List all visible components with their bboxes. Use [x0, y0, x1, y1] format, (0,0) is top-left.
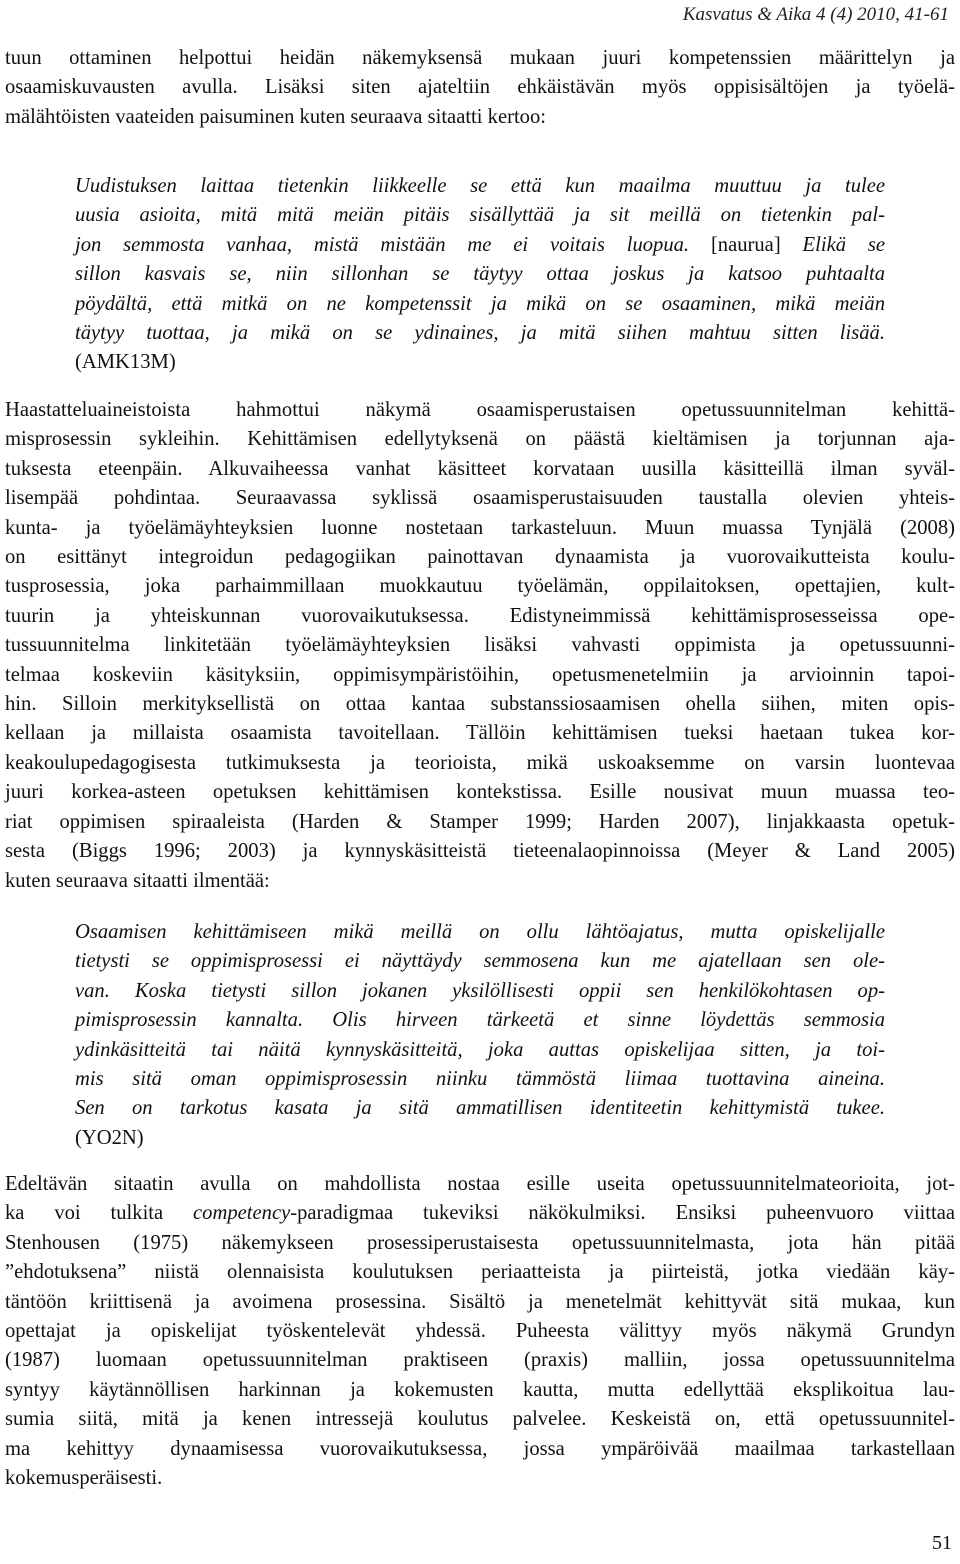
- page-number: 51: [932, 1532, 952, 1554]
- text-line: tusprosessia, joka parhaimmillaan muokkautuu työelämän, oppilaitoksen, opettajien, kult-: [5, 575, 955, 598]
- text-line: kokemusperäisesti.: [5, 1467, 163, 1490]
- quote-line: Osaamisen kehittämiseen mikä meillä on ollu lähtöajatus, mutta opiskelijalle: [75, 921, 885, 943]
- quote-line-mixed: [75, 231, 885, 260]
- text-line: lisempää pohdintaa. Seuraavassa syklissä osaamisperustaisuuden taustalla olevien yhteis-: [5, 487, 955, 510]
- quote-line: uusia asioita, mitä mitä meiän pitäis sisällyttää ja sit meillä on tietenkin pal-: [75, 204, 885, 227]
- body-paragraph: [5, 396, 955, 896]
- text-line: syntyy käytännöllisen harkinnan ja kokemusten kautta, mutta edellyttää eksplikoitua lau-: [5, 1378, 955, 1401]
- text-line: ma kehittyy dynaamisessa vuorovaikutuksessa, jossa ympäröivää maailmaa tarkastellaan: [5, 1437, 955, 1460]
- text-line: tuurin ja yhteiskunnan vuorovaikutuksessa. Edistyneimmissä kehittämisprosesseissa ope-: [5, 604, 955, 627]
- text-line: opettajat ja opiskelijat työskentelevät yhdessä. Puheesta välittyy myös näkymä Grundyn: [5, 1320, 955, 1343]
- block-quote-1: [75, 172, 885, 378]
- quote-fragment: jon semmosta vanhaa, mistä mistään me ei voitais luopua.: [75, 233, 690, 256]
- journal-header: Kasvatus & Aika 4 (4) 2010, 41-61: [682, 4, 949, 25]
- text-line: mälähtöisten vaateiden paisuminen kuten seuraava sitaatti kertoo:: [5, 105, 546, 128]
- text-line: osaamiskuvausten avulla. Lisäksi siten ajateltiin ehkäistävän myös oppisisältöjen ja työelä-: [5, 76, 955, 99]
- text-line: Stenhousen (1975) näkemykseen prosessiperustaisesta opetussuunnitelmasta, jota hän pitää: [5, 1231, 955, 1254]
- text-line: [5, 1199, 955, 1228]
- quote-line: ydinkäsitteitä tai näitä kynnyskäsitteitä, joka auttas opiskelijaa sitten, ja toi-: [75, 1038, 885, 1061]
- quote-line: sillon kasvais se, niin sillonhan se täytyy ottaa joskus ja katsoo puhtaalta: [75, 263, 885, 286]
- quote-interjection: [naurua]: [710, 233, 781, 256]
- text-line: Haastatteluaineistoista hahmottui näkymä osaamisperustaisen opetussuunnitelman kehittä-: [5, 399, 955, 421]
- text-line: hin. Silloin merkityksellistä on ottaa kantaa substanssiosaamisen ohella siihen, miten opis-: [5, 693, 955, 716]
- final-paragraph: [5, 1170, 955, 1493]
- text-line: Edeltävän sitaatin avulla on mahdollista nostaa esille useita opetussuunnitelmateorioita, jot-: [5, 1173, 955, 1195]
- quote-line: pimisprosessin kannalta. Olis hirveen tärkeetä et sinne löydettäs semmosia: [75, 1009, 885, 1032]
- block-quote-2: [75, 918, 885, 1153]
- text-line: sesta (Biggs 1996; 2003) ja kynnyskäsitteistä tieteenalaopinnoissa (Meyer & Land 2005): [5, 840, 955, 863]
- text-line: tuun ottaminen helpottui heidän näkemyksensä mukaan juuri kompetenssien määrittelyn ja: [5, 47, 955, 69]
- term-competency: competency: [193, 1202, 291, 1225]
- text-line: ”ehdotuksena” niistä olennaisista koulutuksen periaatteista ja piirteistä, jotka viedään käy-: [5, 1261, 955, 1284]
- text-line: kuten seuraava sitaatti ilmentää:: [5, 869, 270, 892]
- text-line: täntöön kriittisenä ja avoimena prosessina. Sisältö ja menetelmät kehittyvät sitä mukaa, kun: [5, 1290, 955, 1313]
- text-line: tuksesta eteenpäin. Alkuvaiheessa vanhat käsitteet korvataan uusilla käsitteillä ilman syväl-: [5, 457, 955, 480]
- quote-line: täytyy tuottaa, ja mikä on se ydinaines, ja mitä siihen mahtuu sitten lisää.: [75, 322, 885, 345]
- text-line: keakoulupedagogisesta tutkimuksesta ja teorioista, mikä uskoaksemme on varsin luontevaa: [5, 751, 955, 774]
- text-line: (1987) luomaan opetussuunnitelman praktiseen (praxis) malliin, jossa opetussuunnitelma: [5, 1349, 955, 1372]
- quote-line: Uudistuksen laittaa tietenkin liikkeelle se että kun maailma muuttuu ja tulee: [75, 175, 885, 197]
- text-line: juuri korkea-asteen opetuksen kehittämisen kontekstissa. Esille nousivat muun muassa teo-: [5, 781, 955, 804]
- text-line: sumia siitä, mitä ja kenen intressejä koulutus palvelee. Keskeistä on, että opetussuunnitel-: [5, 1408, 955, 1431]
- intro-paragraph: [5, 44, 955, 132]
- text-line: riat oppimisen spiraaleista (Harden & Stamper 1999; Harden 2007), linjakkaasta opetuk-: [5, 810, 955, 833]
- quote-line: pöydältä, että mitkä on ne kompetenssit ja mikä on se osaaminen, mikä meiän: [75, 292, 885, 315]
- text-line: misprosessin sykleihin. Kehittämisen edellytyksenä on päästä kieltämisen ja torjunnan aja-: [5, 428, 955, 451]
- text-line: telmaa koskeviin käsityksiin, oppimisympäristöihin, opetusmenetelmiin ja arvioinnin tapoi-: [5, 663, 955, 686]
- quote-line: Sen on tarkotus kasata ja sitä ammatillisen identiteetin kehittymistä tukee.: [75, 1097, 885, 1120]
- quote-source: (YO2N): [75, 1126, 144, 1149]
- text-line: kunta- ja työelämäyhteyksien luonne nostetaan tarkasteluun. Muun muassa Tynjälä (2008): [5, 516, 955, 539]
- text-line: kellaan ja millaista osaamista tavoitellaan. Tällöin kehittämisen tueksi haetaan tukea kor-: [5, 722, 955, 745]
- text-line: on esittänyt integroidun pedagogiikan painottavan dynaamista ja vuorovaikutteista koulu-: [5, 546, 955, 569]
- quote-source: (AMK13M): [75, 351, 176, 374]
- text-line: tussuunnitelma linkitetään työelämäyhteyksien lisäksi vahvasti oppimista ja opetussuunni-: [5, 634, 955, 657]
- quote-line: mis sitä oman oppimisprosessin niinku tämmöstä liimaa tuottavina aineina.: [75, 1068, 885, 1091]
- text-fragment: ka voi tulkita: [5, 1202, 194, 1225]
- quote-line: tietysti se oppimisprosessi ei näyttäydy semmosena kun me ajatellaan sen ole-: [75, 950, 885, 973]
- text-fragment: -paradigmaa tukeviksi näkökulmiksi. Ensiksi puheenvuoro viittaa: [290, 1202, 955, 1225]
- quote-fragment: Elikä se: [802, 233, 886, 256]
- quote-line: van. Koska tietysti sillon jokanen yksilöllisesti oppii sen henkilökohtasen op-: [75, 979, 885, 1002]
